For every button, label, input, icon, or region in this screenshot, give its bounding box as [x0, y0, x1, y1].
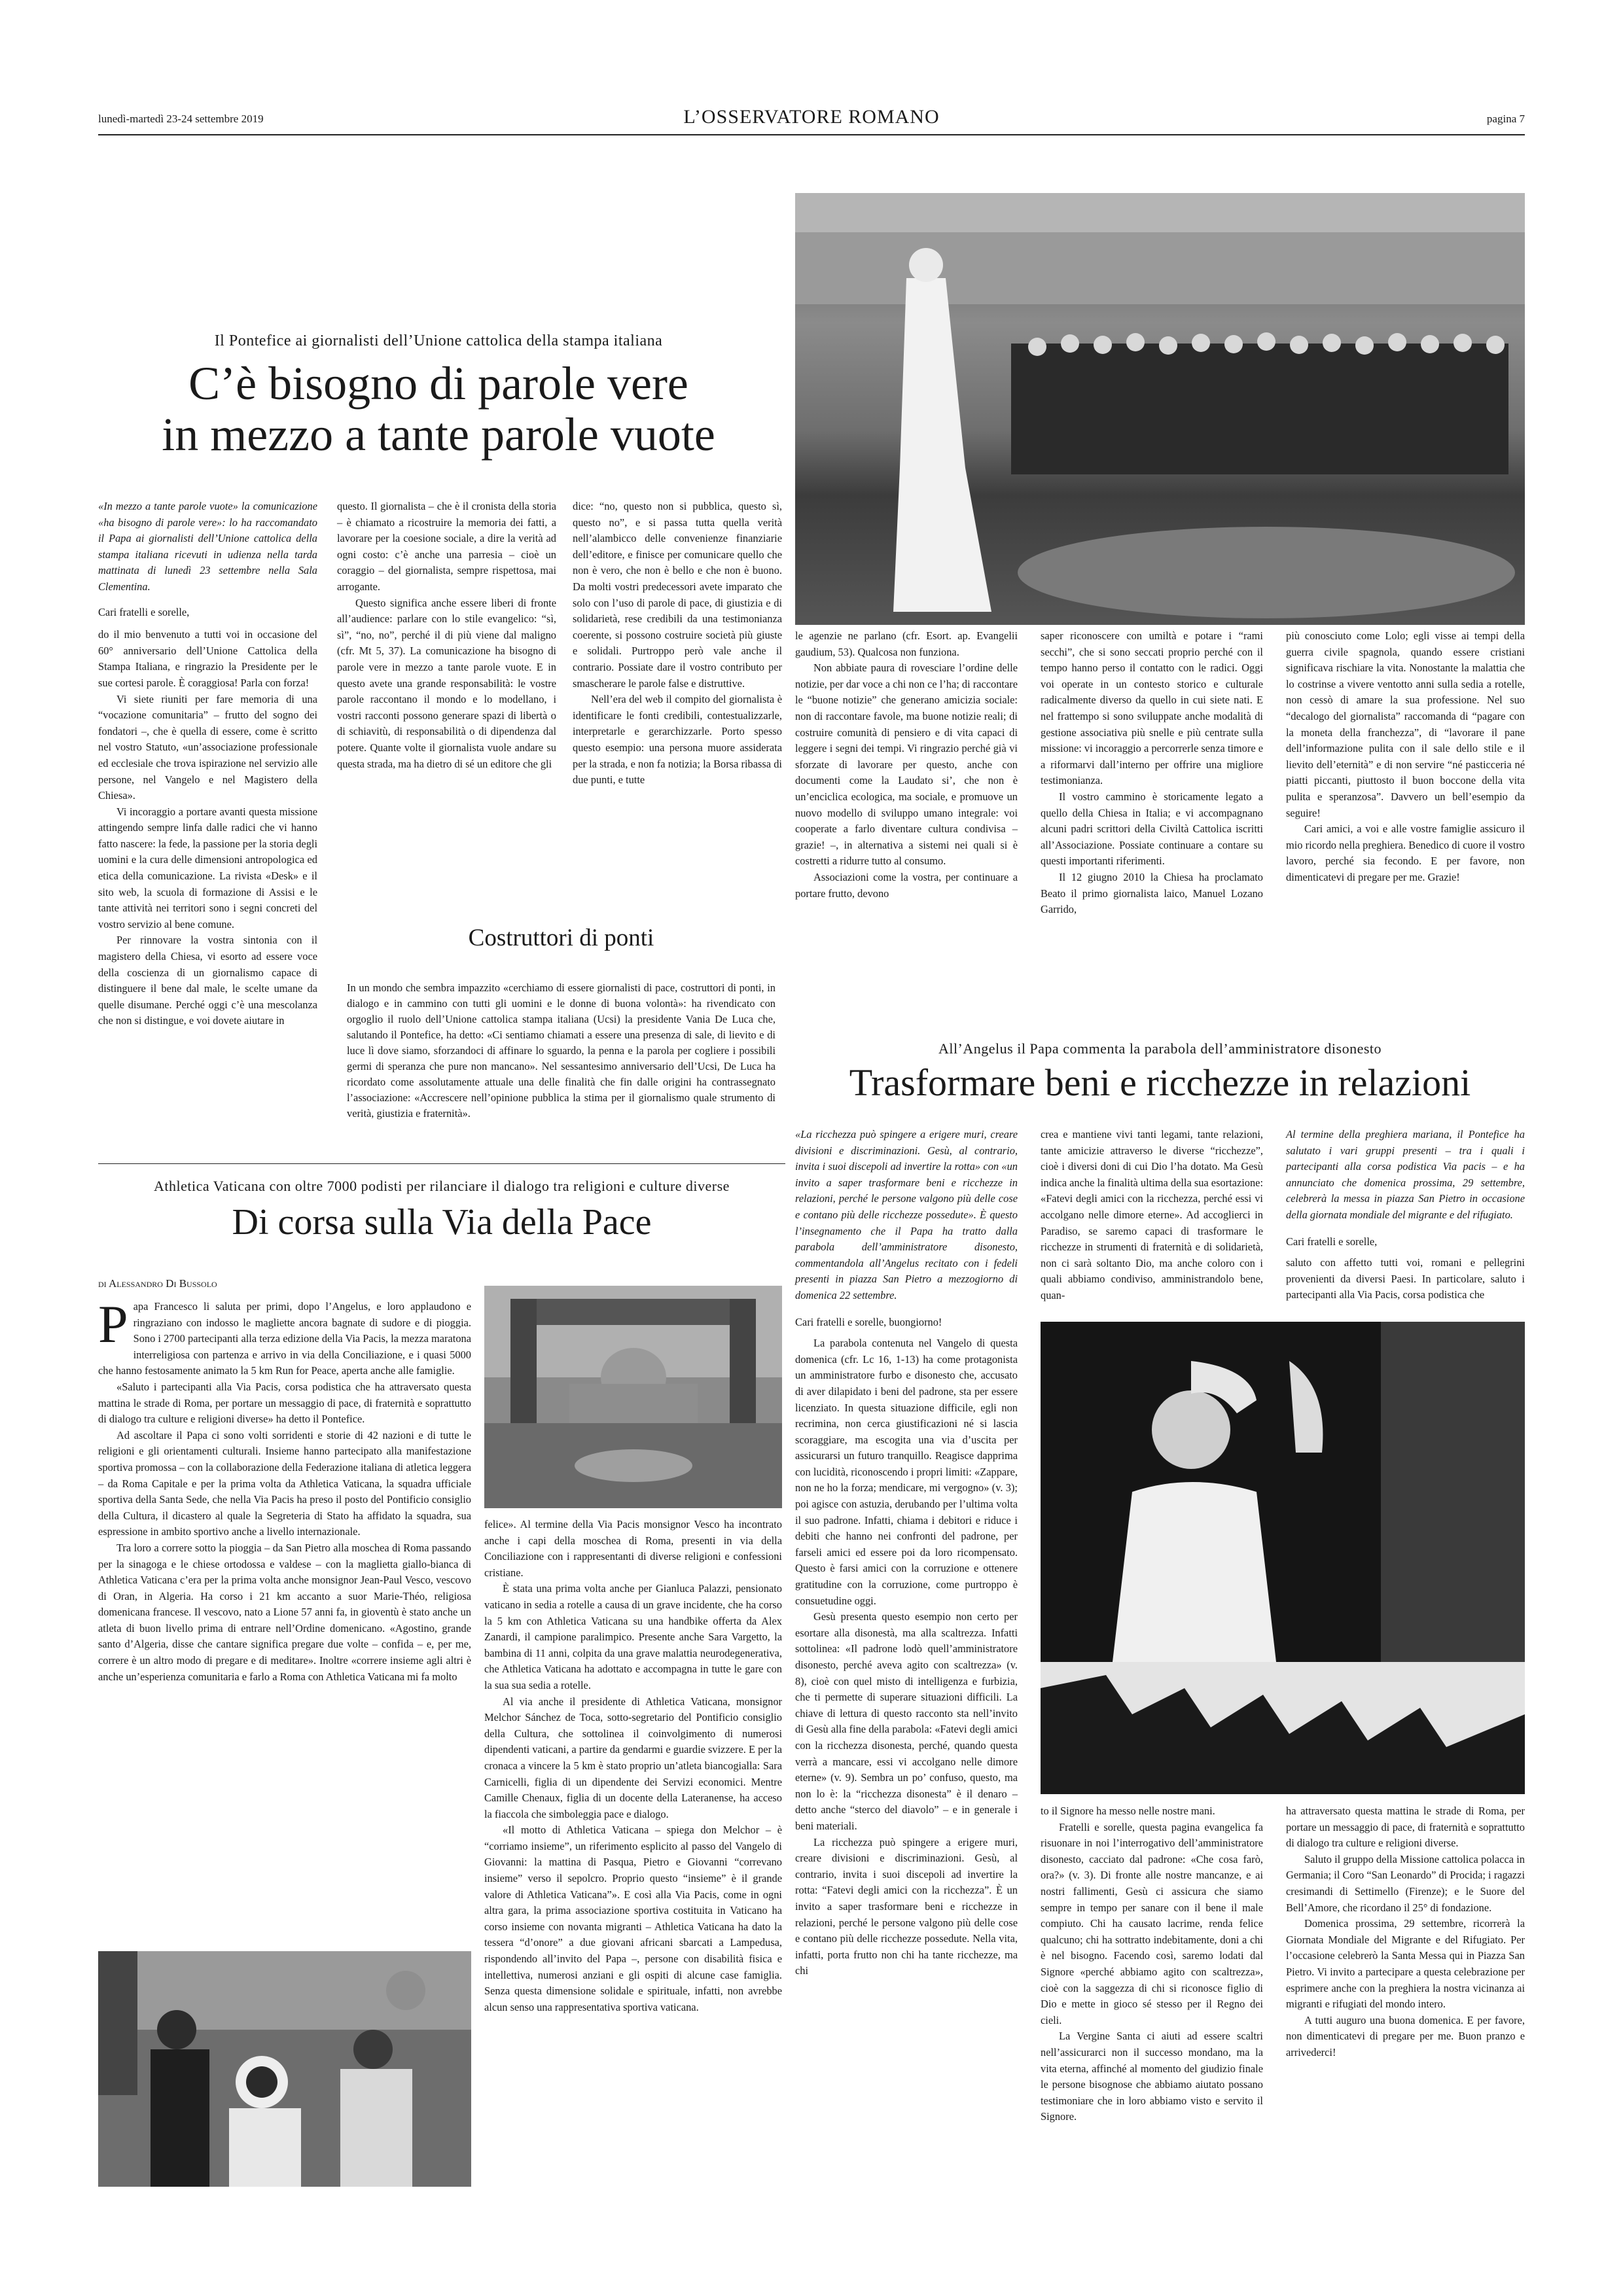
article3-paragraph: La parabola contenuta nel Vangelo di questa domenica (cfr. Lc 16, 1-13) ha come protagonista un amministratore furbo e disonesto che, accusato di aver dilapidato i beni del padrone, sta per essere licenziato. In questa situazione difficile, egli non recrimina, non cerca giustificazioni né si lascia scoraggiare, ma escogita una via d’uscita per assicurarsi un futuro tranquillo. Reagisce dapprima con lucidità, riconoscendo i propri limiti: «Zappare, non ne ho la forza; mendicare, mi vergogno» (v. 3); poi agisce con astuzia, derubando per l’ultima volta il suo padrone. Infatti, chiama i debitori e riduce i debiti che hanno nei confronti del padrone, per farseli amici ed essere poi da loro ricompensato. Questo è farsi amici con la corruzione e ottenere gratitudine con la corruzione, come purtroppo è consuetudine oggi.	[795, 1337, 1018, 1607]
article3-column-2-bottom	[1041, 1803, 1263, 2125]
article1-paragraph: Non abbiate paura di rovesciare l’ordine delle notizie, per dar voce a chi non ce l’ha; di raccontare le “buone notizie” che generano amicizia sociale: non di raccontare favole, ma buone notizie reali; di costruire comunità di pensiero e di vita capaci di leggere i segni dei tempi. Vi ringrazio perché già vi sforzate di lavorare per questo, anche con documenti come la Laudato si’, che non è un’enciclica ecologica, ma sociale, e promuove un nuovo modello di sviluppo umano integrale: voi cooperate a farlo diventare cultura condivisa – grazie! –, in alternativa a sistemi nei quali si è costretti a ridurre tutto al consumo.	[795, 662, 1018, 868]
article3-paragraph: ha attraversato questa mattina le strade di Roma, per portare un messaggio di pace, di fraternità e soprattutto di dialogo tra culture e religioni diverse.	[1286, 1805, 1525, 1850]
article1-paragraph: Questo significa anche essere liberi di fronte all’audience: parlare con lo stile evangelico: “sì, sì”, “no, no”, perché il di più viene dal maligno (cfr. Mt 5, 37). La comunicazione ha bisogno di parole vere in mezzo a tante parole vuote. E in questo avete una grande responsabilità: le vostre parole raccontano il mondo e lo modellano, i vostri racconti possono generare spazi di libertà o di schiavitù, di responsabilità o di dipendenza dal potere. Quante volte il giornalista vuole andare su questa strada, ma ha dietro di sé un editore che gli	[337, 596, 556, 770]
article3-kicker: All’Angelus il Papa commenta la parabola dell’amministratore disonesto	[938, 1040, 1382, 1057]
article2-paragraph-first	[98, 1294, 471, 1379]
photo-pope-angelus-window	[1041, 1322, 1525, 1794]
article1-lead: «In mezzo a tante parole vuote» la comunicazione «ha bisogno di parole vere»: lo ha raccomandato il Papa ai giornalisti dell’Unione cattolica della stampa italiana ricevuti in udienza nella tarda mattinata di lunedì 23 settembre nella Sala Clementina.	[98, 500, 317, 593]
photo-pope-with-journalists-svg	[795, 193, 1525, 625]
article1-column-5	[1041, 628, 1263, 918]
article3-column-2-top	[1041, 1127, 1263, 1304]
article3-paragraph: Fratelli e sorelle, questa pagina evangelica fa risuonare in noi l’interrogativo dell’amministratore disonesto, cacciato dal padrone: «Che cosa farò, ora?» (v. 3). Di fronte alle nostre mancanze, e ai nostri fallimenti, Gesù ci assicura che siamo sempre in tempo per sanare con il bene il male compiuto. Chi ha causato lacrime, renda felice qualcuno; chi ha sottratto indebitamente, doni a chi è nel bisogno. Facendo così, saremo lodati dal Signore «perché abbiamo agito con scaltrezza», cioè con la saggezza di chi si riconosce figlio di Dio e mette in gioco sé stesso per il Regno dei cieli.	[1041, 1820, 1263, 2026]
article3-paragraph: La Vergine Santa ci aiuti ad essere scaltri nell’assicurarci non il successo mondano, ma la vita eterna, affinché al momento del giudizio finale le persone bisognose che abbiamo aiutato possano testimoniare che in loro abbiamo visto e servito il Signore.	[1041, 2030, 1263, 2123]
page-number: pagina 7	[1486, 113, 1525, 125]
article1-paragraph: Associazioni come la vostra, per continuare a portare frutto, devono	[795, 870, 1018, 900]
photo-via-pacis-finish	[484, 1286, 782, 1508]
article3-sidebar-lead: Al termine della preghiera mariana, il Pontefice ha salutato i vari gruppi presenti – tra i quali i partecipanti alla corsa podistica Via pacis – e ha annunciato che domenica prossima, 29 settembre, celebrerà la messa in piazza San Pietro in occasione della giornata mondiale del migrante e del rifugiato.	[1286, 1128, 1525, 1221]
article3-paragraph: Saluto il gruppo della Missione cattolica polacca in Germania; il Coro “San Leonardo” di Procida; i ragazzi cresimandi di Settimello (Firenze); e le Suore del Bell’Amore, che ricordano il 25° di fondazione.	[1286, 1852, 1525, 1914]
article3-headline: Trasformare beni e ricchezze in relazioni	[849, 1061, 1471, 1104]
article1-column-4	[795, 628, 1018, 902]
photo-runners-group-svg	[98, 1951, 471, 2187]
article1-kicker: Il Pontefice ai giornalisti dell’Unione cattolica della stampa italiana	[214, 332, 663, 349]
article1-paragraph: Cari amici, a voi e alle vostre famiglie assicuro il mio ricordo nella preghiera. Benedico di cuore il vostro lavoro, perché sia fecondo. E per favore, non dimenticatevi di pregare per me. Grazie!	[1286, 822, 1525, 883]
article2-headline: Di corsa sulla Via della Pace	[232, 1202, 652, 1243]
article2-column-2	[484, 1517, 782, 2015]
article1-paragraph: Vi incoraggio a portare avanti questa missione attingendo sempre linfa dalle radici che vi hanno fatto nascere: la fede, la passione per la storia degli uomini e la cura delle dimensioni antropologica ed etica della comunicazione. La rivista «Desk» e il sito web, la scuola di formazione di Assisi e le tante attività nei territori sono i segni concreti del vostro servizio al bene comune.	[98, 805, 317, 930]
article2-dropcap: P	[98, 1294, 128, 1354]
article3-paragraph: crea e mantiene vivi tanti legami, tante relazioni, tante amicizie attraverso le diverse “ricchezze”, cioè i diversi doni di cui Dio l’ha dotato. Ma Gesù indica anche la finalità ultima della sua esortazione: «Fatevi degli amici con la ricchezza, perché essi vi accolgano nelle dimore eterne». Ad accoglierci in Paradiso, se saremo capaci di trasformare le ricchezze in strumenti di fraternità e di solidarietà, non ci sarà soltanto Dio, ma anche coloro con i quali abbiamo condiviso, amministrandolo bene, quan-	[1041, 1128, 1263, 1301]
photo-pope-with-journalists	[795, 193, 1525, 625]
article3-paragraph: La ricchezza può spingere a erigere muri, creare divisioni e discriminazioni. Gesù, al contrario, invita i suoi discepoli ad invertire la rotta: “Fatevi degli amici con la ricchezza”. È un invito a saper trasformare beni e ricchezze in relazioni, perché le persone valgono più delle cose e contano più delle ricchezze possedute. Nella vita, infatti, porta frutto non chi ha tante ricchezze, ma chi	[795, 1835, 1018, 1977]
article3-column-1	[795, 1127, 1018, 1979]
article1-column-1	[98, 499, 317, 1029]
article3-paragraph: A tutti auguro una buona domenica. E per favore, non dimenticatevi di pregare per me. Buon pranzo e arrivederci!	[1286, 2013, 1525, 2058]
article3-paragraph: Cari fratelli e sorelle,	[1286, 1235, 1378, 1248]
article1-paragraph: do il mio benvenuto a tutti voi in occasione del 60° anniversario dell’Unione Cattolica della Stampa Italiana, e ringrazio la Presidente per le sue cortesi parole. È coraggiosa! Parla con forza!	[98, 628, 317, 689]
article1-paragraph: dice: “no, questo non si pubblica, questo sì, questo no”, e si passa tutta quella verità nell’alambicco delle convenienze finanziarie dell’editore, e finisce per comunicare quello che non è vero, che non è bello e che non è buono. Da molti vostri predecessori avete imparato che solo con l’uso di parole di pace, di giustizia e di solidarietà, rese credibili da una testimonianza coerente, si possono costruire società più giuste e solidali. Purtroppo però vale anche il contrario. Possiate dare il vostro contributo per smascherare le parole false e distruttive.	[573, 500, 782, 690]
sidebar-ponti-body: In un mondo che sembra impazzito «cerchiamo di essere giornalisti di pace, costruttori di ponti, in dialogo e in cammino con tutti gli uomini e le donne di buona volontà»: ha rivendicato con orgoglio il ruolo dell’Unione cattolica stampa italiana (Ucsi) la presidente Vania De Luca che, salutando il Pontefice, ha detto: «Ci sentiamo chiamati a essere una presenza di sale, di lievito e di luce lì dove siamo, sforzandoci di affinare lo sguardo, la penna e la parola per cogliere i possibili germi di speranza che pure non mancano». Nel sessantesimo anniversario dell’Ucsi, De Luca ha ricordato come assolutamente attuale una delle finalità che fin dalle origini ha contrassegnato l’associazione: «Accrescere nell’opinione pubblica la stima per il giornalismo quale strumento di verità, giustizia e fraternità».	[347, 981, 776, 1120]
article1-paragraph: Il vostro cammino è storicamente legato a quello della Chiesa in Italia; e vi accompagnano alcuni padri scrittori della Civiltà Cattolica iscritti all’Associazione. Possiate continuare a contare su questi importanti riferimenti.	[1041, 790, 1263, 868]
header-rule	[98, 134, 1525, 135]
article2-paragraph: felice». Al termine della Via Pacis monsignor Vesco ha incontrato anche i capi della moschea di Roma, presenti in via della Conciliazione con i rappresentanti di diverse religioni e confessioni cristiane.	[484, 1518, 782, 1579]
header-date: lunedì-martedì 23-24 settembre 2019	[98, 113, 264, 125]
article3-column-3-bottom	[1286, 1803, 1525, 2061]
article1-paragraph: saper riconoscere con umiltà e potare i “rami secchi”, che si sono seccati proprio perché con il tempo hanno perso il contatto con le radici. Oggi voi operate in un contesto storico e culturale radicalmente diverso da quello in cui siete nati. E nel frattempo si sono sviluppate anche modalità di gestione associativa più snelle e più centrate sulla missione: vi incoraggio a percorrerle senza timore e a riformarvi dall’interno per offrire una migliore testimonianza.	[1041, 629, 1263, 787]
photo-via-pacis-finish-svg	[484, 1286, 782, 1508]
article1-paragraph: più conosciuto come Lolo; egli visse ai tempi della guerra civile spagnola, quando essere cristiani significava rischiare la vita. Nonostante la malattia che lo costrinse a vivere ventotto anni sulla sedia a rotelle, non cessò di amare la sua professione. Nel suo “decalogo del giornalista” raccomanda di “pagare con la moneta della franchezza”, di “lavorare il pane dell’informazione pulita con il sale dello stile e il lievito dell’eternità” e di non servire “né pasticceria né piatti piccanti, piuttosto il buon boccone della vita pulita e speranzosa”. Davvero un bell’esempio da seguire!	[1286, 629, 1525, 819]
article1-paragraph: Per rinnovare la vostra sintonia con il magistero della Chiesa, vi esorto ad essere voce della coscienza di un giornalismo capace di distinguere il bene dal male, le scelte umane da quelle disumane. Perché oggi c’è una mescolanza che non si distingue, e voi dovete aiutare in	[98, 934, 317, 1027]
article2-paragraph: Ad ascoltare il Papa ci sono volti sorridenti e storie di 42 nazioni e di tutte le religioni e gli orientamenti culturali. Insieme hanno partecipato alla manifestazione sportiva promossa – con la collaborazione della Federazione italiana di atletica leggera – da Roma Capitale e per la prima volta da Athletica Vaticana, la squadra ufficiale sportiva della Santa Sede, che nella Via Pacis ha preso il posto del Pontificio consiglio della Cultura, il dicastero al quale la Segreteria di Stato ha affidato la squadra, sua espressione in ambito sportivo anche a livello internazionale.	[98, 1428, 471, 1538]
article2-paragraph: Tra loro a correre sotto la pioggia – da San Pietro alla moschea di Roma passando per la sinagoga e le chiese ortodossa e valdese – con la maglietta giallo-bianca di Athletica Vaticana c’era per la prima volta anche monsignor Jean-Paul Vesco, vescovo di Oran, in Algeria. Ha corso i 21 km accanto a suor Marie-Théo, religiosa domenicana francese. Il vescovo, nato a Lione 57 anni fa, in gioventù è stato anche un atleta di buon livello prima di entrare nell’Ordine domenicano. «Agostino, grande santo d’Algeria, disse che cantare significa pregare due volte – confida – e, per me, correre è un altro modo di pregare e di meditare». Inoltre «correre insieme agli altri è anche un’esperienza comunitaria e farlo a Roma con Athletica Vaticana mi fa molto	[98, 1541, 471, 1683]
article1-column-3	[573, 499, 782, 788]
masthead: L’OSSERVATORE ROMANO	[683, 106, 940, 128]
article3-paragraph: Gesù presenta questo esempio non certo per esortare alla disonestà, ma alla scaltrezza. Infatti sottolinea: «Il padrone lodò quell’amministratore disonesto, perché aveva agito con scaltrezza» (v. 8), cioè con quel misto di intelligenza e furbizia, che ti permette di superare situazioni difficili. La chiave di lettura di questo racconto sta nell’invito di Gesù alla fine della parabola: «Fatevi degli amici con la ricchezza disonesta, perché, quando questa verrà a mancare, essi vi accolgano nelle dimore eterne» (v. 9). Sembra un po’ confuso, questo, ma non lo è: la “ricchezza disonesta” è il denaro – detto anche “sterco del diavolo” – e in generale i beni materiali.	[795, 1610, 1018, 1832]
photo-runners-group	[98, 1951, 471, 2187]
article2-paragraph-first-text: apa Francesco li saluta per primi, dopo l’Angelus, e loro applaudono e ringraziano con indosso le magliette ancora bagnate di sudore e di pioggia. Sono i 2700 partecipanti alla terza edizione della Via Pacis, la mezza maratona interreligiosa con partenza e arrivo in via della Conciliazione, e i quasi 5000 che hanno festosamente animato la 5 km Run for Peace, aperta anche alle famiglie.	[98, 1300, 471, 1377]
photo-pope-angelus-window-svg	[1041, 1322, 1525, 1794]
article1-headline-line1: C’è bisogno di parole vere	[188, 357, 688, 410]
sidebar-ponti-title: Costruttori di ponti	[468, 925, 654, 951]
article3-paragraph: Domenica prossima, 29 settembre, ricorrerà la Giornata Mondiale del Migrante e del Rifugiato. Per l’occasione celebrerò la Santa Messa qui in Piazza San Pietro. Vi invito a partecipare a questa celebrazione per esprimere anche con la preghiera la nostra vicinanza ai migranti e rifugiati del mondo intero.	[1286, 1917, 1525, 2011]
article1-paragraph: Nell’era del web il compito del giornalista è identificare le fonti credibili, contestualizzarle, interpretarle e gerarchizzarle. Porto spesso questo esempio: una persona muore assiderata per la strada, e non fa notizia; la Borsa ribassa di due punti, e tutte	[573, 693, 782, 786]
article1-headline	[98, 359, 779, 461]
article1-column-2	[337, 499, 556, 772]
article3-column-3-top	[1286, 1127, 1525, 1303]
section-divider	[98, 1163, 785, 1164]
article3-paragraph: Cari fratelli e sorelle, buongiorno!	[795, 1315, 942, 1328]
article3-paragraph: to il Signore ha messo nelle nostre mani.	[1041, 1805, 1215, 1817]
article2-kicker: Athletica Vaticana con oltre 7000 podisti per rilanciare il dialogo tra religioni e culture diverse	[154, 1178, 730, 1194]
article2-paragraph: «Saluto i partecipanti alla Via Pacis, corsa podistica che ha attraversato questa mattina le strade di Roma, per portare un messaggio di pace, di fraternità e soprattutto di dialogo tra culture e religioni diverse» ha detto il Pontefice.	[98, 1380, 471, 1426]
article1-headline-line2: in mezzo a tante parole vuote	[162, 408, 715, 461]
article1-column-6	[1286, 628, 1525, 886]
article1-paragraph: Il 12 giugno 2010 la Chiesa ha proclamato Beato il primo giornalista laico, Manuel Lozano Garrido,	[1041, 870, 1263, 916]
article3-lead: «La ricchezza può spingere a erigere muri, creare divisioni e discriminazioni. Gesù, al contrario, invita i suoi discepoli ad invertire la rotta» con «un invito a saper trasformare beni e ricchezze in relazioni, perché le persone valgono più delle cose e contano più delle ricchezze possedute». È questo l’insegnamento che il Papa ha tratto dalla parabola dell’amministratore disonesto, commentandola all’Angelus recitato con i fedeli presenti in piazza San Pietro a mezzogiorno di domenica 22 settembre.	[795, 1128, 1018, 1301]
article3-paragraph: saluto con affetto tutti voi, romani e pellegrini provenienti da diversi Paesi. In particolare, saluto i partecipanti alla Via Pacis, corsa podistica che	[1286, 1256, 1525, 1301]
article2-column-1	[98, 1294, 471, 1685]
article1-paragraph: Vi siete riuniti per fare memoria di una “vocazione comunitaria” – frutto del sogno dei fondatori –, che è quella di essere, come è scritto nel vostro Statuto, «un’associazione professionale ed ecclesiale che trova ispirazione nel servizio alle persone, nel Vangelo e nel Magistero della Chiesa».	[98, 692, 317, 802]
article1-paragraph: le agenzie ne parlano (cfr. Esort. ap. Evangelii gaudium, 53). Qualcosa non funziona.	[795, 629, 1018, 658]
article1-paragraph: Cari fratelli e sorelle,	[98, 605, 190, 618]
article2-paragraph: «Il motto di Athletica Vaticana – spiega don Melchor – è “corriamo insieme”, un riferimento esplicito al passo del Vangelo di Giovanni: la mattina di Pasqua, Pietro e Giovanni “correvano insieme” verso il sepolcro. Proprio questo “insieme” è il grande valore di Athletica Vaticana”». E così alla Via Pacis, come in ogni altra gara, la prima associazione sportiva costituita in Vaticano ha corso insieme con novanta migranti – Athletica Vaticana ha dato la tessera “d’onore” a due giovani africani sbarcati a Lampedusa, rispondendo all’invito del Papa –, persone con disabilità fisica e intellettiva, numerosi anziani e gli ospiti di alcune case famiglia. Senza questa dimensione solidale e spirituale, infatti, non avrebbe alcun senso una rappresentativa sportiva vaticana.	[484, 1824, 782, 2013]
article2-byline: di Alessandro Di Bussolo	[98, 1277, 217, 1290]
article2-paragraph: Al via anche il presidente di Athletica Vaticana, monsignor Melchor Sánchez de Toca, sotto-segretario del Pontificio consiglio della Cultura, che sottolinea il coinvolgimento di numerosi dipendenti vaticani, a partire da gendarmi e guardie svizzere. E per la cronaca a vincere la 5 km è stato proprio un’atleta biancogialla: Sara Carnicelli, figlia di un dipendente dei Servizi economici. Mentre Camille Chenaux, figlia di un docente della Lateranense, ha acceso la fiaccola che simboleggia pace e dialogo.	[484, 1695, 782, 1820]
article1-paragraph: questo. Il giornalista – che è il cronista della storia – è chiamato a ricostruire la memoria dei fatti, a lavorare per la coesione sociale, a dire la verità ad ogni costo: c’è anche una parresia – cioè un coraggio – del giornalista, sempre rispettosa, mai arrogante.	[337, 500, 556, 593]
article2-paragraph: È stata una prima volta anche per Gianluca Palazzi, pensionato vaticano in sedia a rotelle a causa di un grave incidente, che ha corso la 5 km con Athletica Vaticana su una handbike offerta da Alex Zanardi, il campione paralimpico. Presente anche Sara Vargetto, la bambina di 11 anni, colpita da una grave malattia neurodegenerativa, che Athletica Vaticana ha adottato e accompagna in tutte le gare con la sua sua sedia a rotelle.	[484, 1582, 782, 1691]
